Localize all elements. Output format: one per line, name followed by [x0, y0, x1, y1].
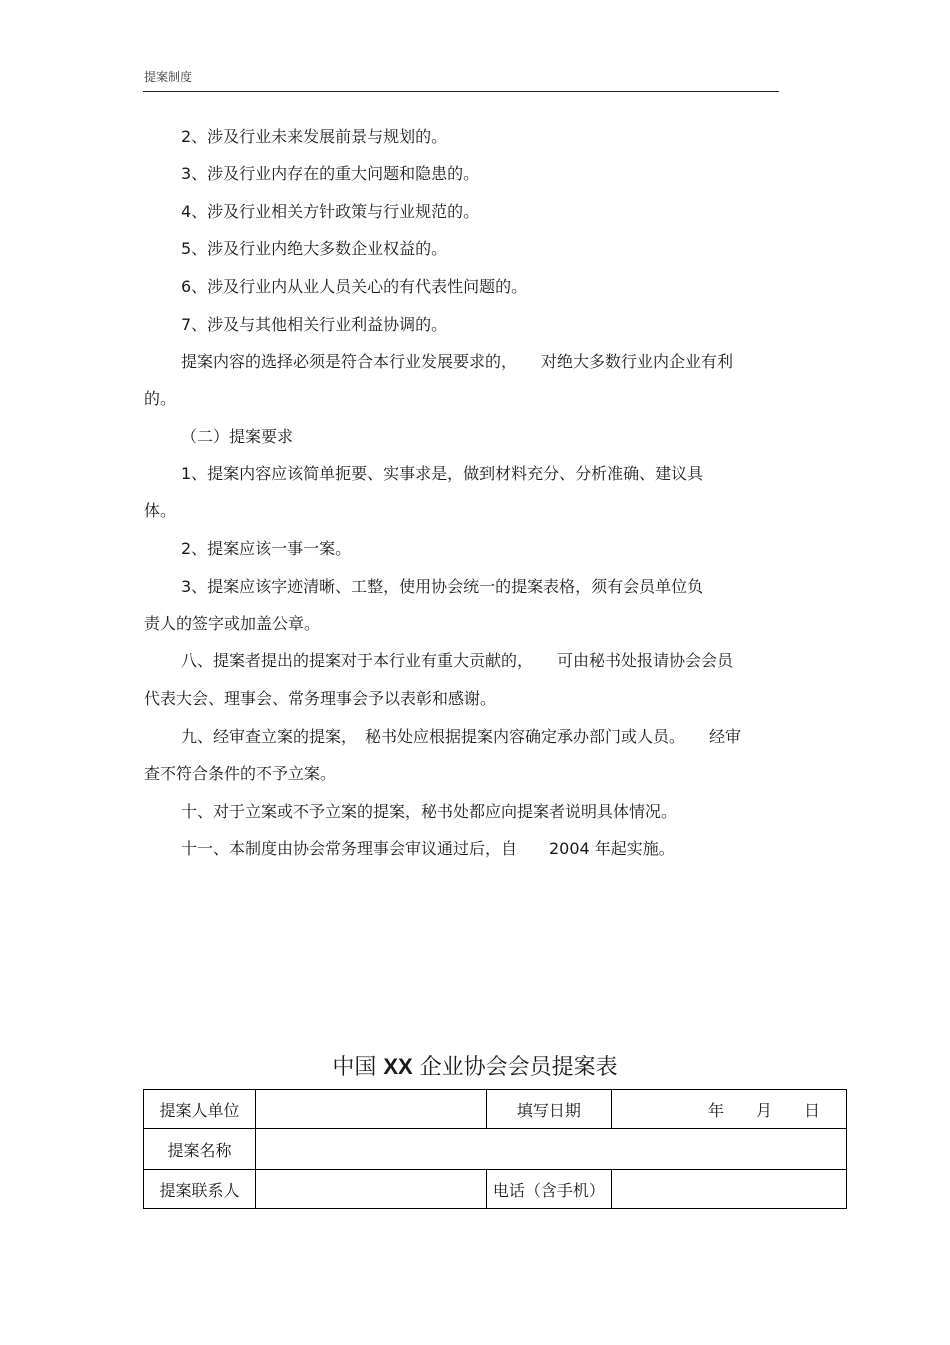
form-title-prefix: 中国 [332, 1055, 384, 1080]
fill-date-label: 填写日期 [486, 1090, 611, 1129]
paragraph-line: 代表大会、理事会、常务理事会予以表彰和感谢。 [144, 689, 497, 708]
paragraph-line: 九、经审查立案的提案， 秘书处应根据提案内容确定承办部门或人员。 经审 [181, 727, 742, 746]
name-field[interactable] [256, 1129, 847, 1170]
list-item: 6、涉及行业内从业人员关心的有代表性问题的。 [181, 277, 528, 296]
phone-field[interactable] [611, 1170, 846, 1209]
date-field[interactable]: 年 月 日 [611, 1090, 846, 1129]
paragraph-line: 1、提案内容应该简单扼要、实事求是，做到材料充分、分析准确、建议具 [181, 464, 704, 483]
paragraph-line: 3、提案应该字迹清晰、工整，使用协会统一的提案表格，须有会员单位负 [181, 577, 704, 596]
form-title-suffix: 企业协会会员提案表 [412, 1055, 618, 1080]
list-item: 5、涉及行业内绝大多数企业权益的。 [181, 239, 448, 258]
unit-label: 提案人单位 [144, 1090, 256, 1129]
section-heading: （二）提案要求 [181, 427, 294, 446]
header-rule [143, 91, 779, 92]
paragraph-line: 十一、本制度由协会常务理事会审议通过后，自 2004 年起实施。 [181, 839, 675, 858]
proposal-form-table [143, 1089, 847, 1209]
table-row [144, 1170, 847, 1209]
form-title-bold: XX [383, 1054, 413, 1079]
unit-field[interactable] [256, 1090, 487, 1129]
paragraph-line: 责人的签字或加盖公章。 [144, 614, 321, 633]
phone-label: 电话（含手机） [486, 1170, 611, 1209]
list-item: 3、涉及行业内存在的重大问题和隐患的。 [181, 164, 480, 183]
header-title: 提案制度 [144, 70, 193, 84]
table-row [144, 1090, 847, 1129]
name-label: 提案名称 [144, 1129, 256, 1170]
paragraph-line: 体。 [144, 501, 177, 520]
form-title [0, 1050, 950, 1081]
contact-label: 提案联系人 [144, 1170, 256, 1209]
paragraph-line: 提案内容的选择必须是符合本行业发展要求的， 对绝大多数行业内企业有利 [181, 352, 734, 371]
paragraph-line: 十、对于立案或不予立案的提案，秘书处都应向提案者说明具体情况。 [181, 802, 678, 821]
paragraph-line: 八、提案者提出的提案对于本行业有重大贡献的， 可由秘书处报请协会会员 [181, 651, 734, 670]
list-item: 2、涉及行业未来发展前景与规划的。 [181, 127, 448, 146]
list-item: 2、提案应该一事一案。 [181, 539, 352, 558]
table-row [144, 1129, 847, 1170]
paragraph-line: 的。 [144, 389, 177, 408]
contact-field[interactable] [256, 1170, 487, 1209]
list-item: 4、涉及行业相关方针政策与行业规范的。 [181, 202, 480, 221]
list-item: 7、涉及与其他相关行业利益协调的。 [181, 315, 448, 334]
paragraph-line: 查不符合条件的不予立案。 [144, 764, 337, 783]
